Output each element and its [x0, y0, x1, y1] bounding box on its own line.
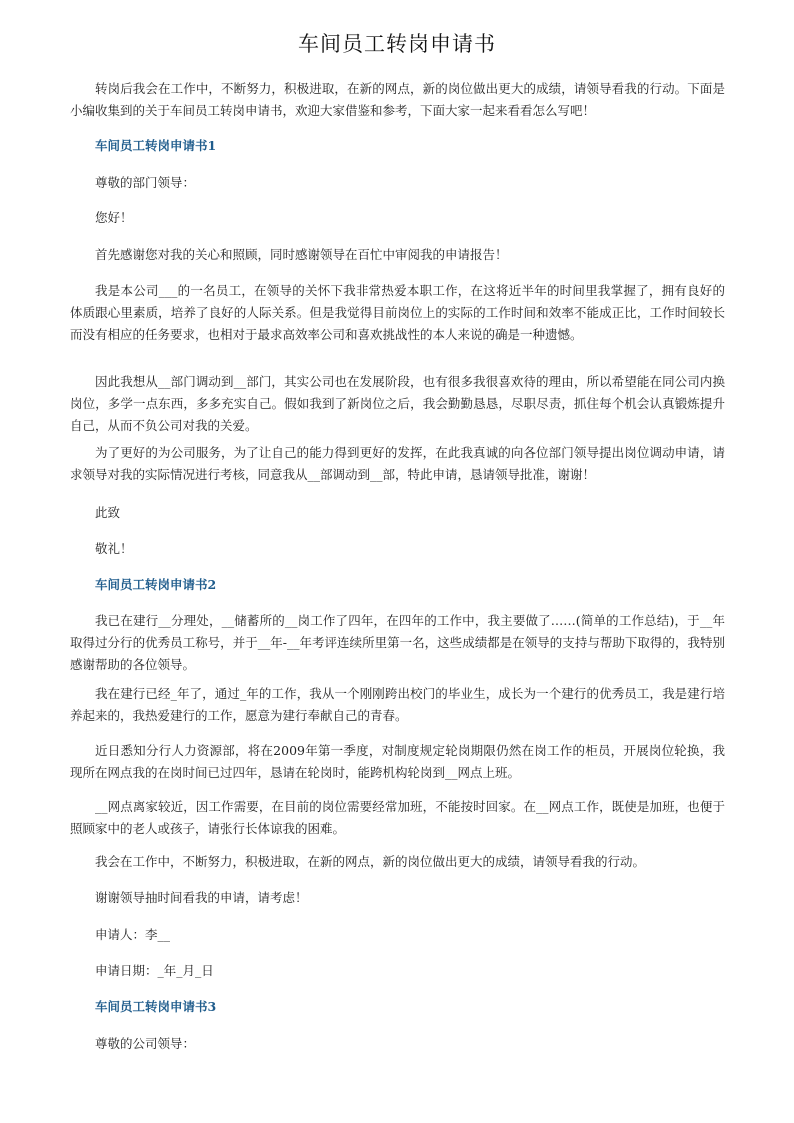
paragraph: 我是本公司___的一名员工，在领导的关怀下我非常热爱本职工作，在这将近半年的时间里我掌握了，拥有良好的体质跟心里素质，培养了良好的人际关系。但是我觉得目前岗位上的实际的工作时间和效率不能成正比，工作时间较长而没有相应的任务要求，也相对于最求高效率公司和喜欢挑战性的本人来说的确是一种遗憾。: [70, 283, 725, 342]
paragraph: 我会在工作中，不断努力，积极进取，在新的网点，新的岗位做出更大的成绩，请领导看我的行动。: [95, 854, 646, 869]
paragraph: 敬礼！: [95, 541, 133, 556]
paragraph: 尊敬的部门领导：: [95, 175, 196, 190]
paragraph: 因此我想从__部门调动到__部门，其实公司也在发展阶段，也有很多我很喜欢待的理由，所以希望能在同公司内换岗位，多学一点东西，多多充实自己。假如我到了新岗位之后，我会勤勤恳恳，尽职尽责，抓住每个机会认真锻炼提升自己，从而不负公司对我的关爱。: [70, 374, 725, 433]
section-heading-1: 车间员工转岗申请书1: [95, 138, 217, 153]
paragraph: 我已在建行__分理处，__储蓄所的__岗工作了四年，在四年的工作中，我主要做了……(简单的工作总结)，于__年取得过分行的优秀员工称号，并于__年-__年考评连续所里第一名，这些成绩都是在领导的支持与帮助下取得的，我特别感谢帮助的各位领导。: [70, 613, 725, 672]
paragraph: __网点离家较近，因工作需要，在目前的岗位需要经常加班，不能按时回家。在__网点工作，既使是加班，也便于照顾家中的老人或孩子，请张行长体谅我的困难。: [70, 799, 725, 836]
intro-paragraph: 转岗后我会在工作中，不断努力，积极进取，在新的网点，新的岗位做出更大的成绩，请领导看我的行动。下面是小编收集到的关于车间员工转岗申请书，欢迎大家借鉴和参考，下面大家一起来看看怎么写吧！: [70, 81, 725, 118]
paragraph: 谢谢领导抽时间看我的申请，请考虑！: [95, 890, 308, 905]
paragraph: 此致: [95, 505, 121, 520]
paragraph: 首先感谢您对我的关心和照顾，同时感谢领导在百忙中审阅我的申请报告！: [95, 247, 508, 262]
section-heading-2: 车间员工转岗申请书2: [95, 577, 217, 592]
section-heading-3: 车间员工转岗申请书3: [95, 999, 217, 1014]
paragraph: 申请人：李__: [95, 927, 171, 942]
paragraph: 我在建行已经_年了，通过_年的工作，我从一个刚刚跨出校门的毕业生，成长为一个建行的优秀员工，我是建行培养起来的，我热爱建行的工作，愿意为建行奉献自己的青春。: [70, 686, 725, 723]
paragraph: 您好！: [95, 210, 133, 225]
paragraph: 申请日期：_年_月_日: [95, 963, 214, 978]
paragraph: 近日悉知分行人力资源部，将在2009年第一季度，对制度规定轮岗期限仍然在岗工作的柜员，开展岗位轮换，我现所在网点我的在岗时间已过四年，恳请在轮岗时，能跨机构轮岗到__网点上班。: [70, 743, 725, 780]
document-title: 车间员工转岗申请书: [298, 32, 496, 56]
paragraph: 尊敬的公司领导：: [95, 1036, 196, 1051]
paragraph: 为了更好的为公司服务，为了让自己的能力得到更好的发挥，在此我真诚的向各位部门领导提出岗位调动申请，请求领导对我的实际情况进行考核，同意我从__部调动到__部，特此申请，恳请领导批准，谢谢！: [70, 445, 725, 482]
